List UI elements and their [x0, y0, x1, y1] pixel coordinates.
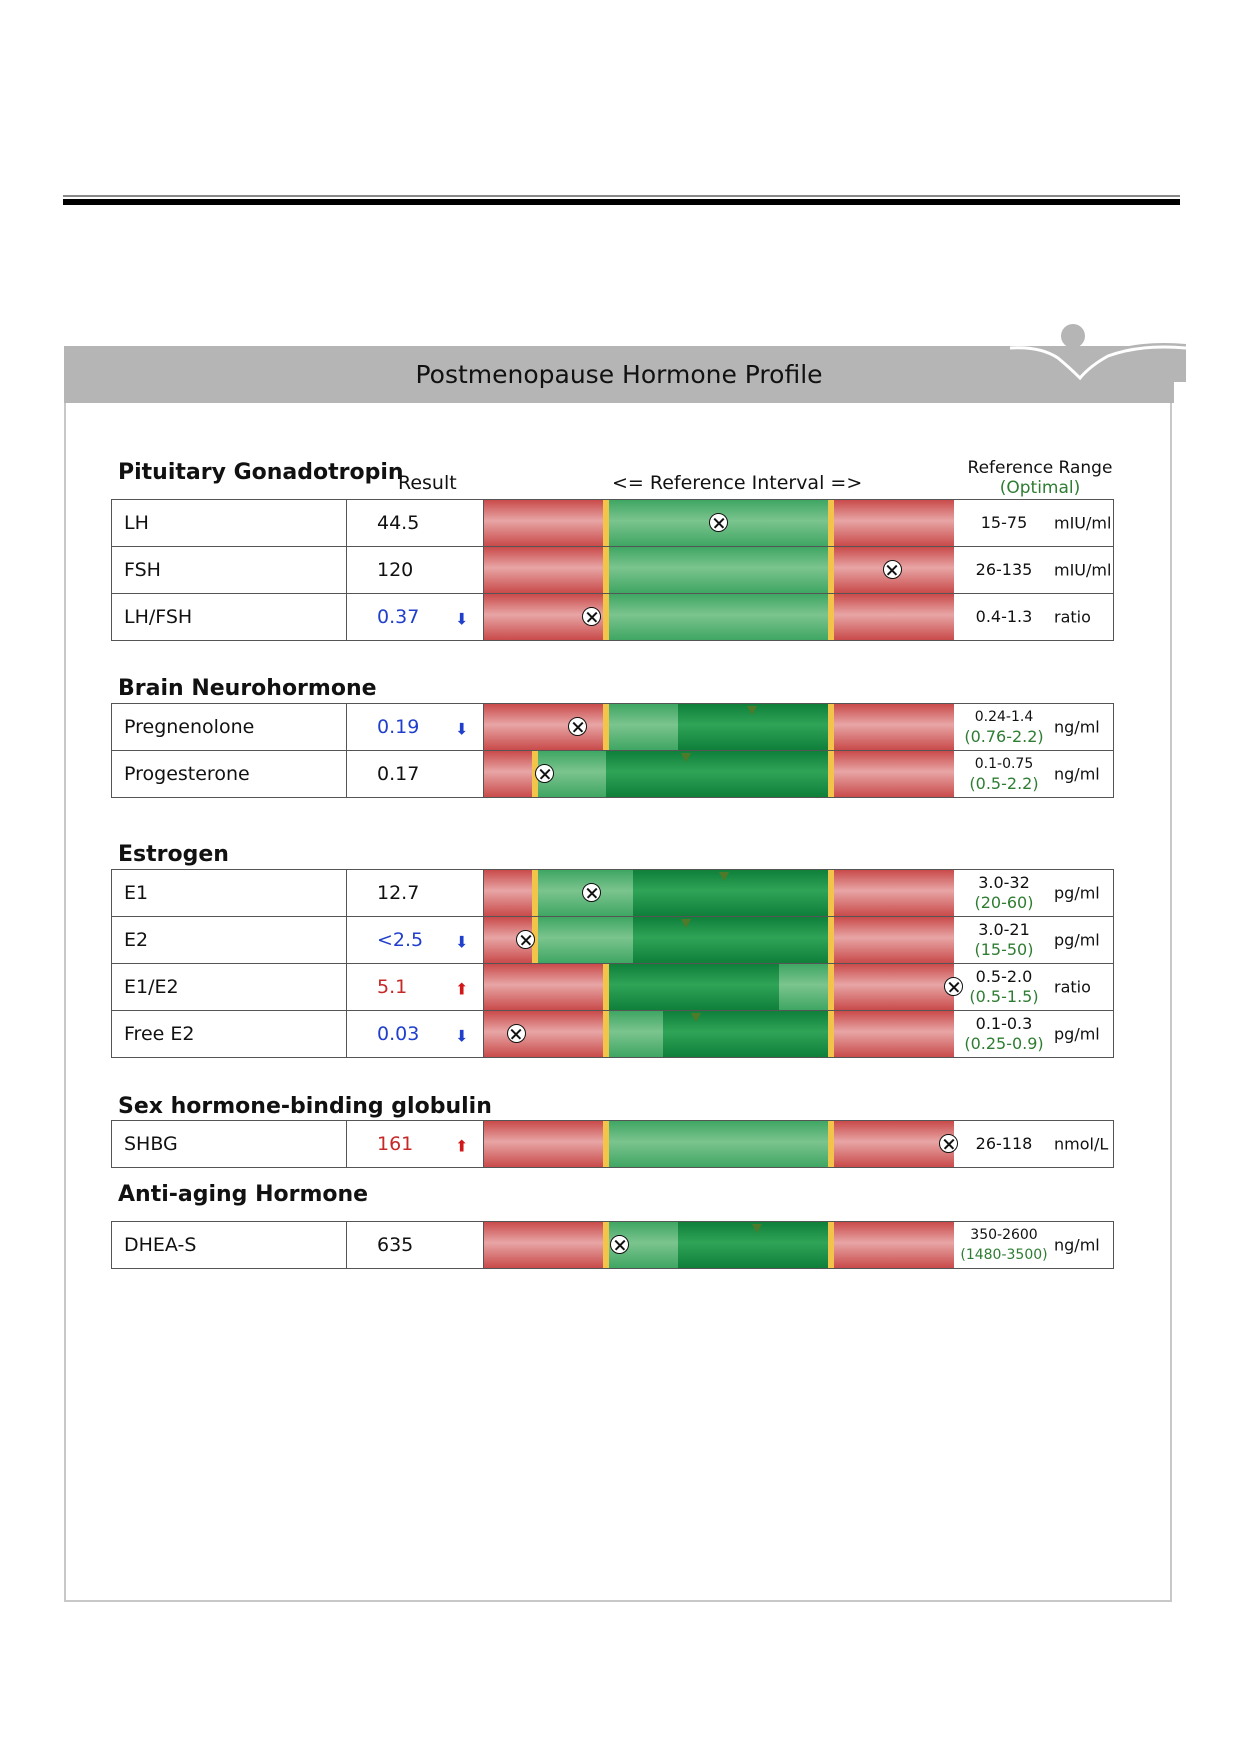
section-title: Estrogen	[118, 842, 229, 867]
result-value: 0.19	[377, 716, 420, 738]
abnormal-zone	[834, 1222, 954, 1268]
reference-interval-bar	[484, 594, 954, 641]
range-column-header	[960, 458, 1120, 498]
section-title: Brain Neurohormone	[118, 676, 377, 701]
result-cell	[347, 870, 484, 917]
arrow-up-icon: ⬆	[455, 1136, 469, 1156]
top-rule-thin	[63, 195, 1180, 197]
abnormal-zone	[834, 500, 954, 546]
optimal-triangle-icon	[752, 1224, 762, 1233]
result-marker-icon	[582, 883, 601, 902]
reference-range-cell	[954, 704, 1114, 751]
analyte-name: Free E2	[112, 1011, 347, 1058]
optimal-range-value: (0.76-2.2)	[964, 727, 1044, 746]
optimal-zone	[606, 751, 828, 797]
result-value: 12.7	[377, 882, 420, 904]
unit-label: ng/ml	[1054, 764, 1100, 784]
reference-range	[954, 1134, 1054, 1154]
reference-interval-bar	[484, 917, 954, 964]
optimal-triangle-icon	[719, 872, 729, 881]
normal-zone	[609, 1121, 828, 1167]
range-column-title: Reference Range	[967, 458, 1113, 478]
reference-interval-bar	[484, 870, 954, 917]
result-value: 120	[377, 559, 414, 581]
result-value: 161	[377, 1133, 414, 1155]
optimal-range-value: (15-50)	[974, 940, 1034, 959]
normal-zone	[609, 594, 828, 640]
result-cell	[347, 964, 484, 1011]
hormone-table	[111, 1221, 1114, 1269]
range-value: 0.1-0.3	[975, 1014, 1033, 1033]
normal-zone	[779, 964, 828, 1010]
arrow-down-icon: ⬇	[455, 932, 469, 952]
analyte-name: LH	[112, 500, 347, 547]
analyte-name: E1/E2	[112, 964, 347, 1011]
table-row	[112, 1222, 1114, 1269]
range-value: 0.24-1.4	[974, 709, 1034, 725]
hormone-table	[111, 499, 1114, 641]
result-column-header: Result	[398, 472, 457, 494]
report-title: Postmenopause Hormone Profile	[415, 360, 823, 389]
abnormal-zone	[484, 964, 603, 1010]
hormone-table	[111, 869, 1114, 1058]
section-title: Anti-aging Hormone	[118, 1182, 369, 1207]
optimal-zone	[633, 917, 828, 963]
reference-range-cell	[954, 1121, 1114, 1168]
result-cell	[347, 594, 484, 641]
result-cell	[347, 547, 484, 594]
range-value: 350-2600	[970, 1227, 1038, 1243]
interval-column-header: <= Reference Interval =>	[612, 472, 863, 494]
reference-interval-bar	[484, 704, 954, 751]
normal-zone	[538, 917, 633, 963]
section-title: Sex hormone-binding globulin	[118, 1094, 492, 1119]
result-value: 5.1	[377, 976, 408, 998]
reference-range-cell	[954, 547, 1114, 594]
abnormal-zone	[834, 870, 954, 916]
result-marker-icon	[582, 607, 601, 626]
range-value: 3.0-32	[978, 873, 1030, 892]
reference-range	[954, 873, 1054, 913]
top-rule-thick	[63, 199, 1180, 205]
analyte-name: DHEA-S	[112, 1222, 347, 1269]
table-row	[112, 547, 1114, 594]
table-row	[112, 964, 1114, 1011]
optimal-column-title: (Optimal)	[999, 478, 1081, 498]
reference-range-cell	[954, 1011, 1114, 1058]
result-marker-icon	[535, 764, 554, 783]
table-row	[112, 917, 1114, 964]
optimal-triangle-icon	[691, 1013, 701, 1022]
optimal-range-value: (0.5-2.2)	[969, 774, 1039, 793]
optimal-range-value: (0.5-1.5)	[969, 987, 1039, 1006]
result-value: 0.03	[377, 1023, 420, 1045]
reference-range	[954, 920, 1054, 960]
reference-range	[954, 1014, 1054, 1054]
reference-range	[954, 560, 1054, 580]
result-cell	[347, 917, 484, 964]
unit-label: mIU/ml	[1054, 560, 1112, 580]
abnormal-zone	[834, 964, 954, 1010]
analyte-name: E2	[112, 917, 347, 964]
abnormal-zone	[834, 1121, 954, 1167]
range-value: 0.1-0.75	[974, 756, 1034, 772]
abnormal-zone	[484, 870, 532, 916]
table-row	[112, 500, 1114, 547]
abnormal-zone	[484, 1222, 603, 1268]
unit-label: ratio	[1054, 977, 1091, 997]
result-cell	[347, 1011, 484, 1058]
abnormal-zone	[484, 500, 603, 546]
reference-range-cell	[954, 500, 1114, 547]
analyte-name: E1	[112, 870, 347, 917]
reference-range-cell	[954, 964, 1114, 1011]
section-title: Pituitary Gonadotropin	[118, 460, 404, 485]
abnormal-zone	[834, 917, 954, 963]
optimal-zone	[609, 964, 779, 1010]
optimal-range-value: (1480-3500)	[960, 1247, 1048, 1263]
abnormal-zone	[834, 751, 954, 797]
analyte-name: FSH	[112, 547, 347, 594]
optimal-triangle-icon	[681, 753, 691, 762]
reference-range	[954, 754, 1054, 794]
arrow-up-icon: ⬆	[455, 979, 469, 999]
reference-range-cell	[954, 1222, 1114, 1269]
result-cell	[347, 1222, 484, 1269]
reference-range-cell	[954, 917, 1114, 964]
result-value: 44.5	[377, 512, 420, 534]
table-row	[112, 1011, 1114, 1058]
optimal-triangle-icon	[747, 706, 757, 715]
abnormal-zone	[484, 751, 532, 797]
arrow-down-icon: ⬇	[455, 1026, 469, 1046]
normal-zone	[609, 1011, 663, 1057]
range-value: 3.0-21	[978, 920, 1030, 939]
unit-label: ratio	[1054, 607, 1091, 627]
abnormal-zone	[484, 547, 603, 593]
unit-label: ng/ml	[1054, 717, 1100, 737]
reference-interval-bar	[484, 751, 954, 798]
table-row	[112, 751, 1114, 798]
reference-range	[954, 607, 1054, 627]
range-value: 26-118	[975, 1134, 1033, 1153]
result-value: 0.17	[377, 763, 420, 785]
result-marker-icon	[507, 1024, 526, 1043]
hormone-table	[111, 703, 1114, 798]
optimal-zone	[663, 1011, 828, 1057]
table-row	[112, 870, 1114, 917]
table-row	[112, 594, 1114, 641]
unit-label: mIU/ml	[1054, 513, 1112, 533]
reference-range	[954, 1225, 1054, 1265]
reference-range-cell	[954, 870, 1114, 917]
result-cell	[347, 751, 484, 798]
hormone-table	[111, 1120, 1114, 1168]
arrow-down-icon: ⬇	[455, 719, 469, 739]
range-value: 15-75	[980, 513, 1028, 532]
range-value: 0.4-1.3	[975, 607, 1033, 626]
optimal-triangle-icon	[681, 919, 691, 928]
reference-interval-bar	[484, 964, 954, 1011]
reference-range	[954, 707, 1054, 747]
result-marker-icon	[883, 560, 902, 579]
normal-zone	[609, 547, 828, 593]
abnormal-zone	[834, 704, 954, 750]
result-marker-icon	[709, 513, 728, 532]
unit-label: pg/ml	[1054, 930, 1100, 950]
unit-label: ng/ml	[1054, 1235, 1100, 1255]
abnormal-zone	[834, 594, 954, 640]
unit-label: pg/ml	[1054, 1024, 1100, 1044]
analyte-name: LH/FSH	[112, 594, 347, 641]
result-value: 0.37	[377, 606, 420, 628]
unit-label: nmol/L	[1054, 1134, 1109, 1154]
result-cell	[347, 704, 484, 751]
result-marker-icon	[568, 717, 587, 736]
reference-range	[954, 513, 1054, 533]
result-cell	[347, 1121, 484, 1168]
optimal-range-value: (0.25-0.9)	[964, 1034, 1044, 1053]
result-value: 635	[377, 1234, 414, 1256]
abnormal-zone	[484, 1121, 603, 1167]
reference-interval-bar	[484, 1222, 954, 1269]
reference-range-cell	[954, 594, 1114, 641]
reference-interval-bar	[484, 1121, 954, 1168]
table-row	[112, 1121, 1114, 1168]
result-cell	[347, 500, 484, 547]
range-value: 0.5-2.0	[975, 967, 1033, 986]
range-value: 26-135	[975, 560, 1033, 579]
unit-label: pg/ml	[1054, 883, 1100, 903]
analyte-name: Progesterone	[112, 751, 347, 798]
optimal-zone	[633, 870, 828, 916]
analyte-name: Pregnenolone	[112, 704, 347, 751]
reference-interval-bar	[484, 500, 954, 547]
reference-interval-bar	[484, 547, 954, 594]
optimal-range-value: (20-60)	[974, 893, 1034, 912]
reference-range	[954, 967, 1054, 1007]
abnormal-zone	[484, 1011, 603, 1057]
reference-range-cell	[954, 751, 1114, 798]
result-value: <2.5	[377, 929, 424, 951]
analyte-name: SHBG	[112, 1121, 347, 1168]
normal-zone	[609, 704, 678, 750]
arrow-down-icon: ⬇	[455, 609, 469, 629]
reference-interval-bar	[484, 1011, 954, 1058]
table-row	[112, 704, 1114, 751]
abnormal-zone	[834, 1011, 954, 1057]
